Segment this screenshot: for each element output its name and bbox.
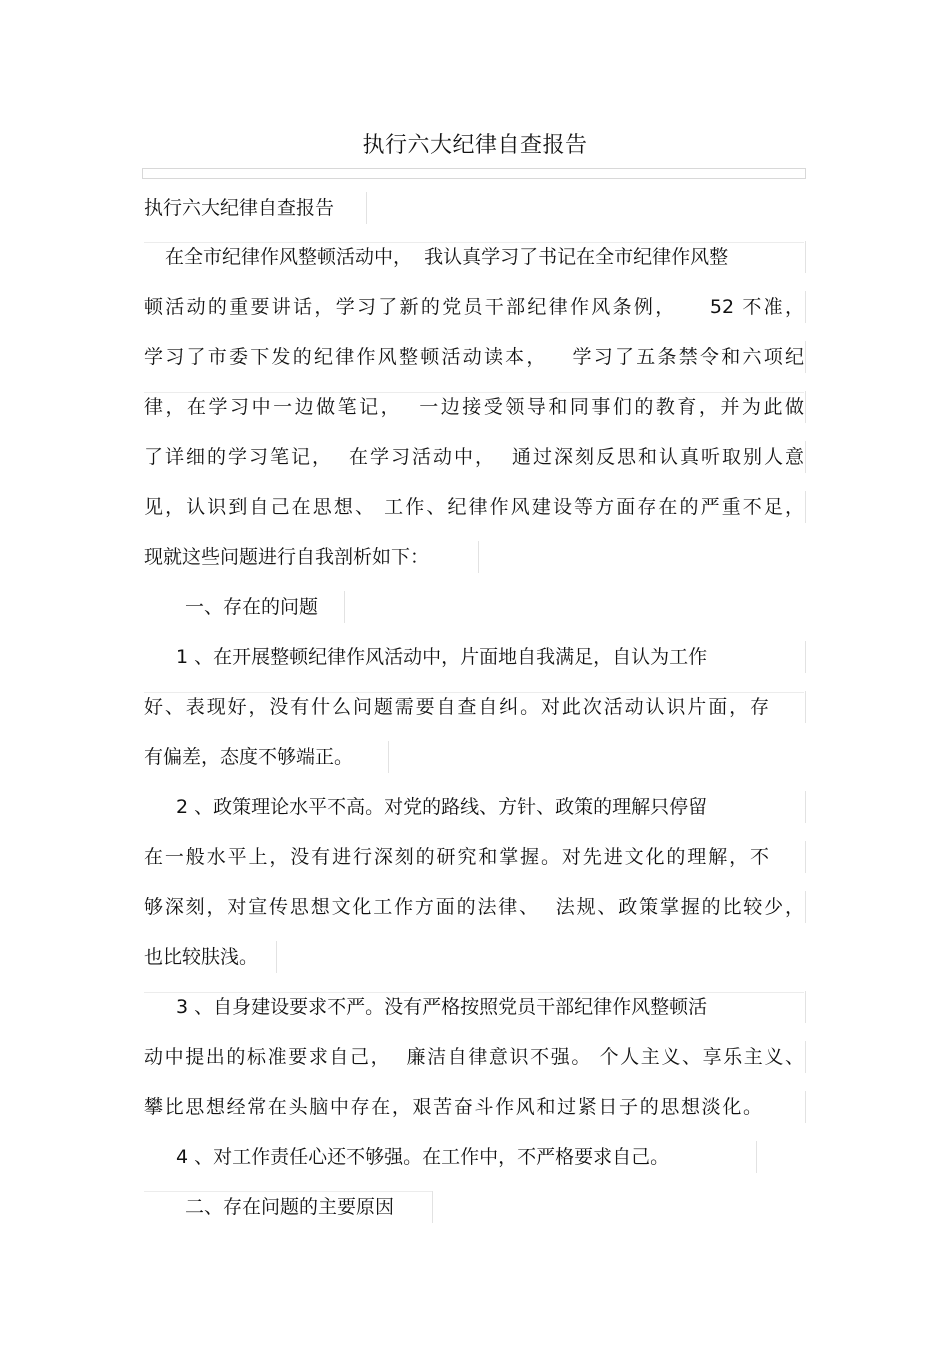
text-line: 够深刻，对宣传思想文化工作方面的法律、 法规、政策掌握的比较少， xyxy=(144,896,804,918)
document-title: 执行六大纪律自查报告 xyxy=(362,133,588,158)
text-line: 2 、政策理论水平不高。对党的路线、方针、政策的理解只停留 xyxy=(176,796,708,818)
line-edge xyxy=(805,341,806,373)
line-edge xyxy=(344,591,345,623)
text-line: 律，在学习中一边做笔记， 一边接受领导和同事们的教育，并为此做 xyxy=(144,396,804,418)
text-line: 4 、对工作责任心还不够强。在工作中，不严格要求自己。 xyxy=(176,1146,670,1168)
line-edge xyxy=(276,941,277,973)
text-line: 见，认识到自己在思想、 工作、纪律作风建设等方面存在的严重不足， xyxy=(144,496,804,518)
line-edge xyxy=(388,741,389,773)
line-edge xyxy=(805,1041,806,1073)
line-top-edge xyxy=(144,392,804,393)
text-line: 在全市纪律作风整顿活动中， 我认真学习了书记在全市纪律作风整 xyxy=(165,246,729,268)
line-edge xyxy=(805,991,806,1023)
line-edge xyxy=(756,1141,757,1173)
line-edge xyxy=(805,491,806,523)
line-edge xyxy=(805,291,806,323)
section-heading: 一、存在的问题 xyxy=(185,596,319,618)
line-edge xyxy=(478,541,479,573)
text-line: 有偏差，态度不够端正。 xyxy=(144,746,354,768)
line-edge xyxy=(805,841,806,873)
subtitle-edge xyxy=(366,192,367,224)
text-line: 顿活动的重要讲话，学习了新的党员干部纪律作风条例， 52 不准， xyxy=(144,296,804,318)
text-line: 学习了市委下发的纪律作风整顿活动读本， 学习了五条禁令和六项纪 xyxy=(144,346,804,368)
line-edge xyxy=(432,1191,433,1223)
line-top-edge xyxy=(144,992,804,993)
line-edge xyxy=(805,791,806,823)
line-top-edge xyxy=(144,242,804,243)
text-line: 3 、自身建设要求不严。没有严格按照党员干部纪律作风整顿活 xyxy=(176,996,708,1018)
line-edge xyxy=(805,891,806,923)
text-line: 现就这些问题进行自我剖析如下： xyxy=(144,546,430,568)
section-heading: 二、存在问题的主要原因 xyxy=(185,1196,395,1218)
text-line: 在一般水平上，没有进行深刻的研究和掌握。对先进文化的理解，不 xyxy=(144,846,769,868)
document-subtitle: 执行六大纪律自查报告 xyxy=(144,197,335,219)
text-line: 了详细的学习笔记， 在学习活动中， 通过深刻反思和认真听取别人意 xyxy=(144,446,804,468)
line-top-edge xyxy=(144,1191,432,1192)
text-line: 攀比思想经常在头脑中存在，艰苦奋斗作风和过紧日子的思想淡化。 xyxy=(144,1096,762,1118)
title-rule xyxy=(142,168,806,179)
line-edge xyxy=(805,1091,806,1123)
line-edge xyxy=(805,691,806,723)
line-edge xyxy=(805,441,806,473)
line-edge xyxy=(805,641,806,673)
text-line: 动中提出的标准要求自己， 廉洁自律意识不强。 个人主义、享乐主义、 xyxy=(144,1046,804,1068)
text-line: 好、表现好，没有什么问题需要自查自纠。对此次活动认识片面，存 xyxy=(144,696,769,718)
text-line: 1 、在开展整顿纪律作风活动中，片面地自我满足，自认为工作 xyxy=(176,646,708,668)
text-line: 也比较肤浅。 xyxy=(144,946,259,968)
line-top-edge xyxy=(144,692,804,693)
line-edge xyxy=(805,391,806,423)
line-edge xyxy=(805,241,806,273)
